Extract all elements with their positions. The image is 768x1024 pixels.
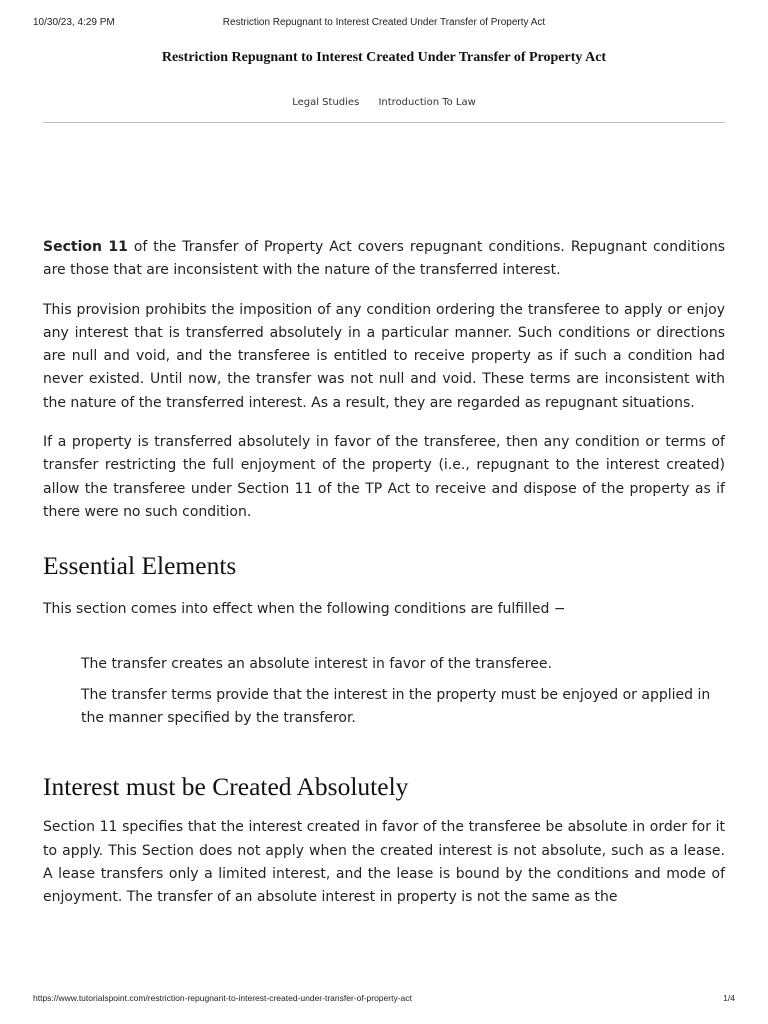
print-datetime: 10/30/23, 4:29 PM: [33, 17, 115, 28]
paragraph-conditions: This provision prohibits the imposition of any condition ordering the transferee to apply or enjoy any interest that is transferred absolutely in a particular manner. Such conditions or directions are null and void, and the transferee is entitled to receive property as if such a condition had never existed. Until now, the transfer was not null and void. These terms are inconsistent with the nature of the transferred interest. As a result, they are regarded as repugnant situations.: [43, 301, 725, 411]
list-item: The transfer creates an absolute interest in favor of the transferee.: [81, 655, 552, 672]
page-number: 1/4: [723, 993, 735, 1003]
paragraph-interest-absolute: Section 11 specifies that the interest created in favor of the transferee be absolute in order for it to apply. This Section does not apply when the created interest is not absolute, such as a lease. A lease transfers only a limited interest, and the lease is bound by the conditions and mode of enjoyment. The transfer of an absolute interest in property is not the same as the: [43, 819, 725, 906]
article-body: [43, 236, 725, 926]
intro-lead-rest: of the Transfer of Property Act covers repugnant conditions. Repugnant conditions are those that are inconsistent with the nature of the transferred interest.: [43, 239, 726, 279]
tag-introduction-to-law[interactable]: Introduction To Law: [378, 97, 476, 108]
essential-list: [43, 653, 725, 731]
print-footer: [33, 993, 735, 1005]
header-divider: [43, 122, 725, 123]
paragraph-absolute-transfer: If a property is transferred absolutely in favor of the transferee, then any condition or terms of transfer restricting the full enjoyment of the property (i.e., repugnant to the interest created) allow the transferee under Section 11 of the TP Act to receive and dispose of the property as if there were no such condition.: [43, 434, 725, 520]
print-url: https://www.tutorialspoint.com/restriction-repugnant-to-interest-created-under-transfer-of-property-act: [33, 993, 412, 1003]
article-title: Restriction Repugnant to Interest Created Under Transfer of Property Act: [161, 50, 607, 65]
tag-list: [0, 97, 768, 108]
heading-interest-absolute: Interest must be Created Absolutely: [43, 772, 409, 802]
intro-lead-bold: Section 11: [43, 239, 128, 255]
print-doc-title: Restriction Repugnant to Interest Created Under Transfer of Property Act: [222, 17, 546, 28]
print-header: [33, 17, 735, 31]
tag-legal-studies[interactable]: Legal Studies: [292, 97, 360, 108]
list-item: The transfer terms provide that the interest in the property must be enjoyed or applied in the manner specified by the transferor.: [81, 686, 711, 727]
essential-intro: This section comes into effect when the following conditions are fulfilled −: [43, 601, 566, 618]
heading-essential-elements: Essential Elements: [43, 551, 237, 581]
intro-paragraph: [43, 236, 725, 283]
